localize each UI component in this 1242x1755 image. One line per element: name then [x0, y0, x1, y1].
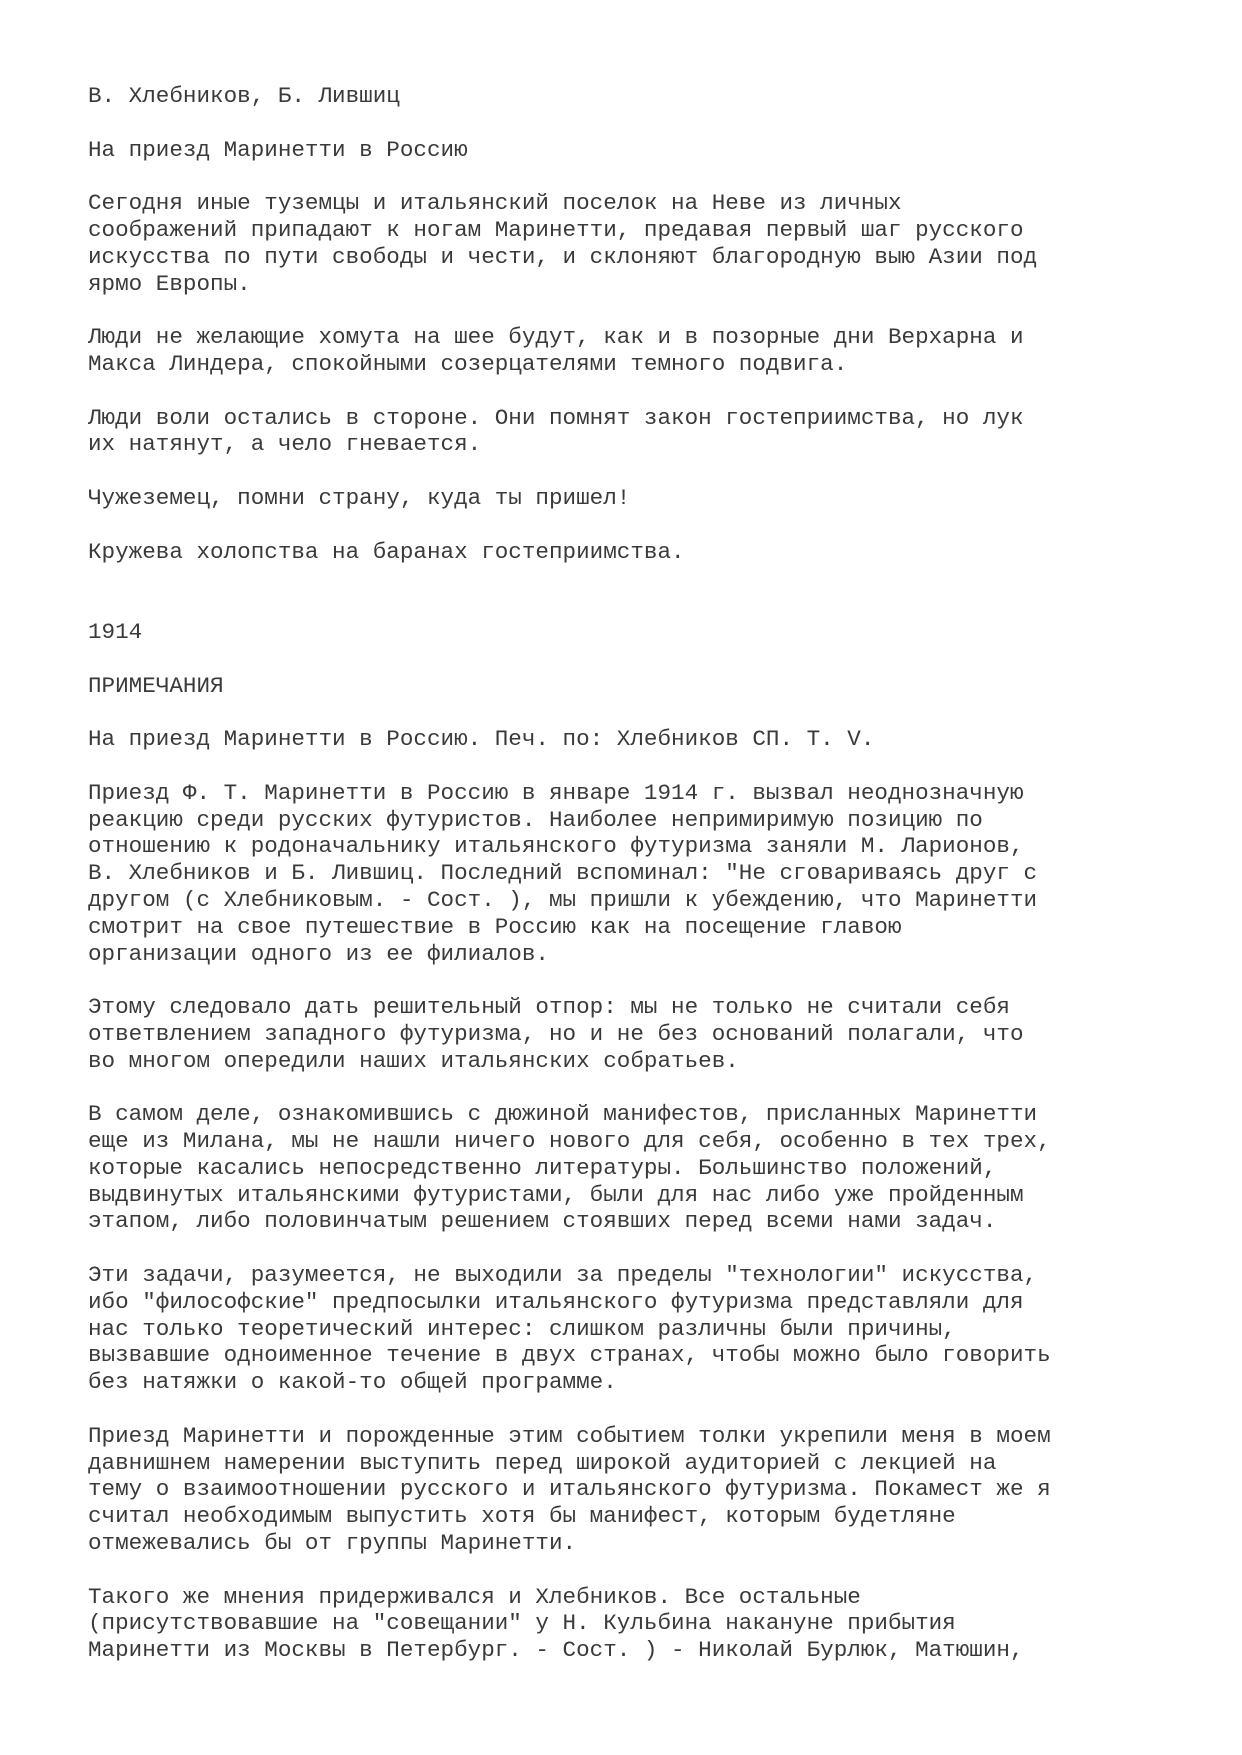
text-line: которые касались непосредственно литературы. Большинство положений,	[88, 1154, 997, 1181]
text-line: искусства по пути свободы и чести, и склоняют благородную выю Азии под	[88, 243, 1038, 270]
text-line: еще из Милана, мы не нашли ничего нового для себя, особенно в тех трех,	[88, 1128, 1051, 1155]
text-line: Люди воли остались в стороне. Они помнят закон гостеприимства, но лук	[88, 404, 1024, 431]
text-line: реакцию среди русских футуристов. Наиболее непримиримую позицию по	[88, 806, 983, 833]
paragraph	[88, 539, 1188, 566]
text-line: Приезд Маринетти и порожденные этим событием толки укрепили меня в моем	[88, 1422, 1051, 1449]
text-line: вызвавшие одноименное течение в двух странах, чтобы можно было говорить	[88, 1342, 1051, 1369]
text-line: Кружева холопства на баранах гостеприимства.	[88, 538, 685, 565]
text-line: В самом деле, ознакомившись с дюжиной манифестов, присланных Маринетти	[88, 1101, 1038, 1128]
text-line: ответвлением западного футуризма, но и не без оснований полагали, что	[88, 1020, 1024, 1047]
note-paragraph	[88, 1262, 1188, 1396]
text-line: этапом, либо половинчатым решением стоявших перед всеми нами задач.	[88, 1208, 997, 1235]
text-line: выдвинутых итальянскими футуристами, были для нас либо уже пройденным	[88, 1181, 1024, 1208]
paragraph	[88, 190, 1188, 297]
text-line: отношению к родоначальнику итальянского футуризма заняли М. Ларионов,	[88, 833, 1024, 860]
note-paragraph	[88, 1101, 1188, 1235]
text-line: отмежевались бы от группы Маринетти.	[88, 1530, 577, 1557]
text-line: Такого же мнения придерживался и Хлебников. Все остальные	[88, 1583, 861, 1610]
note-paragraph	[88, 726, 1188, 753]
text-line: без натяжки о какой-то общей программе.	[88, 1369, 617, 1396]
note-paragraph	[88, 1423, 1188, 1557]
note-paragraph	[88, 994, 1188, 1074]
text-line: Сегодня иные туземцы и итальянский поселок на Неве из личных	[88, 190, 902, 217]
paragraph	[88, 324, 1188, 378]
text-line: ибо "философские" предпосылки итальянского футуризма представляли для	[88, 1288, 1024, 1315]
text-line: давнишнем намерении выступить перед широкой аудиторией с лекцией на	[88, 1449, 997, 1476]
text-line: Приезд Ф. Т. Маринетти в Россию в январе 1914 г. вызвал неоднозначную	[88, 779, 1024, 806]
text-line: смотрит на свое путешествие в Россию как на посещение главою	[88, 913, 902, 940]
text-line: Маринетти из Москвы в Петербург. - Сост. ) - Николай Бурлюк, Матюшин,	[88, 1637, 1024, 1664]
text-line: организации одного из ее филиалов.	[88, 940, 549, 967]
text-line: другом (с Хлебниковым. - Сост. ), мы пришли к убеждению, что Маринетти	[88, 886, 1038, 913]
text-line: соображений припадают к ногам Маринетти, предавая первый шаг русского	[88, 216, 1024, 243]
text-line: Люди не желающие хомута на шее будут, как и в позорные дни Верхарна и	[88, 324, 1024, 351]
text-line: их натянут, а чело гневается.	[88, 431, 482, 458]
text-line: считал необходимым выпустить хотя бы манифест, которым будетляне	[88, 1503, 956, 1530]
text-line: тему о взаимоотношении русского и итальянского футуризма. Покамест же я	[88, 1476, 1051, 1503]
notes-text	[88, 726, 1188, 1664]
document-title: На приезд Маринетти в Россию	[88, 136, 468, 163]
text-line: В. Хлебников и Б. Лившиц. Последний вспоминал: "Не сговариваясь друг с	[88, 860, 1038, 887]
text-line: Макса Линдера, спокойными созерцателями темного подвига.	[88, 350, 848, 377]
paragraph	[88, 405, 1188, 459]
note-paragraph	[88, 780, 1188, 968]
paragraph	[88, 485, 1188, 512]
text-line: Эти задачи, разумеется, не выходили за пределы "технологии" искусства,	[88, 1262, 1038, 1289]
main-text	[88, 190, 1188, 565]
authors-line: В. Хлебников, Б. Лившиц	[88, 83, 400, 109]
text-line: ярмо Европы.	[88, 270, 251, 297]
year-line: 1914	[88, 618, 143, 645]
document-page	[88, 83, 1188, 1664]
text-line: нас только теоретический интерес: слишком различны были причины,	[88, 1315, 956, 1342]
notes-heading: ПРИМЕЧАНИЯ	[88, 672, 224, 699]
text-line: Этому следовало дать решительный отпор: мы не только не считали себя	[88, 994, 1010, 1021]
note-paragraph	[88, 1584, 1188, 1664]
text-line: Чужеземец, помни страну, куда ты пришел!	[88, 484, 631, 511]
text-line: (присутствовавшие на "совещании" у Н. Кульбина накануне прибытия	[88, 1610, 956, 1637]
text-line: во многом опередили наших итальянских собратьев.	[88, 1047, 739, 1074]
text-line: На приезд Маринетти в Россию. Печ. по: Хлебников СП. Т. V.	[88, 726, 875, 753]
